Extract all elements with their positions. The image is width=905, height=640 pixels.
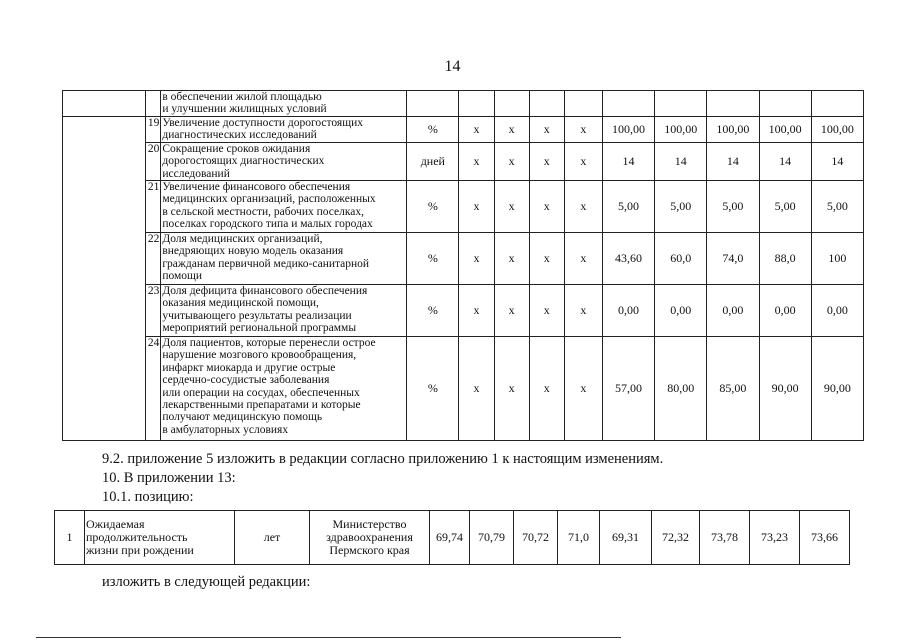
empty-cell [407,91,459,117]
indicator-name-line: в сельской местности, рабочих поселках, [162,205,365,218]
indicator-value: 80,00 [655,337,707,441]
indicator-value: 14 [707,142,759,180]
group-cell [63,117,146,441]
indicator-name [161,181,407,233]
indicator-x-mark: х [529,233,564,285]
indicator-x-mark: х [564,337,602,441]
indicator-value: 90,00 [759,337,811,441]
executor-line: Министерство [332,517,407,531]
indicator-row [63,181,864,233]
empty-cell [759,91,811,117]
indicator-value: 14 [602,142,654,180]
indicator-unit: дней [407,142,459,180]
indicator-unit: % [407,233,459,285]
position-value: 73,66 [800,511,850,565]
empty-cell [564,91,602,117]
indicator-name-line: нарушение мозгового кровообращения, [162,349,357,362]
indicator-x-mark: х [564,181,602,233]
indicator-unit: % [407,337,459,441]
indicator-row [63,337,864,441]
indicator-unit: % [407,181,459,233]
executor-line: здравоохранения [326,530,413,544]
indicator-x-mark: х [459,142,494,180]
indicator-x-mark: х [459,285,494,337]
position-value: 71,0 [558,511,600,565]
position-value: 73,78 [700,511,750,565]
indicator-x-mark: х [494,181,529,233]
indicator-x-mark: х [564,142,602,180]
indicator-x-mark: х [564,285,602,337]
indicator-x-mark: х [494,117,529,143]
indicator-num: 23 [146,285,161,337]
indicator-value: 100,00 [759,117,811,143]
indicator-name-line: дорогостоящих диагностических [162,155,325,168]
indicator-num: 21 [146,181,161,233]
indicator-x-mark: х [494,142,529,180]
position-value: 73,23 [750,511,800,565]
indicator-name-line: или операции на сосудах, обеспеченных [162,386,360,399]
indicator-name-line: сердечно-сосудистые заболевания [162,374,330,387]
indicator-name-line: диагностических исследований [162,129,317,142]
indicator-name-line: в обеспечении жилой площадью [162,91,322,103]
indicator-value: 14 [759,142,811,180]
empty-cell [811,91,863,117]
indicator-value: 5,00 [602,181,654,233]
indicator-name [161,91,407,117]
indicator-num: 19 [146,117,161,143]
position-value: 69,74 [430,511,470,565]
empty-cell [602,91,654,117]
indicator-name [161,337,407,441]
indicator-name-line: Сокращение сроков ожидания [162,142,311,155]
position-table [54,510,850,565]
indicator-name-line: Увеличение финансового обеспечения [162,181,351,194]
indicator-x-mark: х [564,117,602,143]
page-number: 14 [444,58,461,75]
indicator-name-line: учитывающего результаты реализации [162,309,352,322]
indicator-name-line: внедряющих новую модель оказания [162,245,344,258]
position-num: 1 [55,511,85,565]
indicator-value: 100,00 [707,117,759,143]
indicator-name [161,142,407,180]
position-value: 70,72 [514,511,558,565]
indicator-x-mark: х [459,117,494,143]
indicator-name-line: помощи [162,270,203,283]
position-executor [310,511,430,565]
position-name [85,511,235,565]
indicator-name [161,233,407,285]
indicator-name [161,117,407,143]
indicator-value: 0,00 [602,285,654,337]
indicator-value: 100,00 [602,117,654,143]
indicator-x-mark: х [529,142,564,180]
indicator-num: 20 [146,142,161,180]
indicator-name-line: получают медицинскую помощь [162,411,323,424]
position-value: 70,79 [470,511,514,565]
indicator-value: 5,00 [811,181,863,233]
bottom-rule [36,637,621,638]
indicator-value: 14 [811,142,863,180]
indicator-unit: % [407,117,459,143]
amendment-text-9-2: 9.2. приложение 5 изложить в редакции согласно приложению 1 к настоящим изменениям. [102,451,664,467]
empty-cell [529,91,564,117]
indicator-name-line: гражданам первичной медико-санитарной [162,257,370,270]
indicator-value: 90,00 [811,337,863,441]
executor-line: Пермского края [329,543,410,557]
indicator-name-line: медицинских организаций, расположенных [162,193,376,206]
indicator-row [63,117,864,143]
indicator-num [146,91,161,117]
indicator-x-mark: х [564,233,602,285]
indicator-name [161,285,407,337]
indicator-row [63,142,864,180]
indicator-value: 5,00 [759,181,811,233]
position-value: 69,31 [600,511,652,565]
indicator-value: 88,0 [759,233,811,285]
position-row [55,511,850,565]
indicator-value: 43,60 [602,233,654,285]
indicator-value: 100,00 [811,117,863,143]
indicator-name-line: Доля медицинских организаций, [162,233,323,246]
indicator-value: 100,00 [655,117,707,143]
indicator-row [63,233,864,285]
position-name-line: продолжительность [86,530,188,544]
indicator-value: 0,00 [811,285,863,337]
indicator-value: 14 [655,142,707,180]
indicator-x-mark: х [529,337,564,441]
position-unit: лет [235,511,310,565]
indicator-table [62,90,864,441]
empty-cell [655,91,707,117]
indicator-unit: % [407,285,459,337]
indicator-x-mark: х [494,285,529,337]
position-name-line: Ожидаемая [86,517,145,531]
indicator-value: 100 [811,233,863,285]
indicator-name-line: Доля дефицита финансового обеспечения [162,285,368,298]
position-name-line: жизни при рождении [86,543,194,557]
group-cell [63,91,146,117]
position-value: 72,32 [652,511,700,565]
indicator-value: 0,00 [655,285,707,337]
indicator-value: 85,00 [707,337,759,441]
indicator-row-continued [63,91,864,117]
indicator-value: 60,0 [655,233,707,285]
indicator-x-mark: х [459,181,494,233]
indicator-num: 24 [146,337,161,441]
indicator-num: 22 [146,233,161,285]
indicator-name-line: мероприятий региональной программы [162,322,357,335]
indicator-name-line: Увеличение доступности дорогостоящих [162,117,363,129]
indicator-name-line: инфаркт миокарда и другие острые [162,361,336,374]
indicator-x-mark: х [494,233,529,285]
empty-cell [707,91,759,117]
indicator-value: 57,00 [602,337,654,441]
indicator-name-line: лекарственными препаратами и которые [162,399,361,412]
indicator-name-line: поселках городского типа и малых городах [162,218,373,231]
indicator-table-body [63,91,864,441]
indicator-x-mark: х [529,285,564,337]
indicator-name-line: Доля пациентов, которые перенесли острое [162,337,376,350]
indicator-x-mark: х [459,233,494,285]
indicator-x-mark: х [494,337,529,441]
amendment-text-10-1: 10.1. позицию: [102,489,194,505]
indicator-x-mark: х [529,181,564,233]
indicator-name-line: исследований [162,167,230,180]
indicator-value: 74,0 [707,233,759,285]
indicator-value: 0,00 [759,285,811,337]
indicator-value: 0,00 [707,285,759,337]
indicator-x-mark: х [529,117,564,143]
amendment-text-10: 10. В приложении 13: [102,470,236,486]
indicator-value: 5,00 [707,181,759,233]
indicator-value: 5,00 [655,181,707,233]
empty-cell [494,91,529,117]
indicator-x-mark: х [459,337,494,441]
indicator-name-line: в амбулаторных условиях [162,423,289,436]
empty-cell [459,91,494,117]
indicator-name-line: оказания медицинской помощи, [162,297,319,310]
amendment-text-following: изложить в следующей редакции: [102,574,311,590]
indicator-row [63,285,864,337]
indicator-name-line: и улучшении жилищных условий [162,103,327,116]
